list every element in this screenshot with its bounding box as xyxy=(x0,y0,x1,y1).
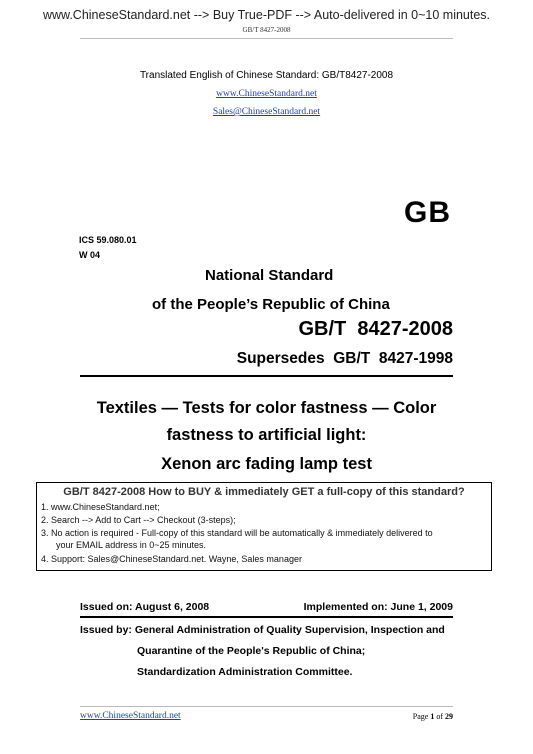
buy-step-3: 3. No action is required - Full-copy of this standard will be automatically & immediately delivered to xyxy=(41,528,433,538)
header-rule xyxy=(80,38,453,39)
supersedes: Supersedes GB/T 8427-1998 xyxy=(236,350,453,367)
page-label: Page xyxy=(412,712,429,721)
implemented-on: Implemented on: June 1, 2009 xyxy=(303,601,453,613)
buy-box-title: GB/T 8427-2008 How to BUY & immediately GET a full-copy of this standard? xyxy=(63,486,465,498)
issued-on: Issued on: August 6, 2008 xyxy=(80,601,210,613)
standard-number: GB/T 8427-2008 xyxy=(298,318,453,340)
issued-by-line-1: Issued by: General Administration of Quality Supervision, Inspection and xyxy=(80,624,445,636)
translated-line: Translated English of Chinese Standard: GB/T8427-2008 xyxy=(139,70,394,81)
buy-step-4: 4. Support: Sales@ChineseStandard.net. Wayne, Sales manager xyxy=(41,554,302,564)
email-link[interactable]: Sales@ChineseStandard.net xyxy=(212,107,321,117)
issued-by-line-2: Quarantine of the People's Republic of China; xyxy=(137,645,366,657)
buy-box xyxy=(36,482,492,571)
dates-rule xyxy=(80,616,453,618)
page-current: 1 xyxy=(430,712,435,721)
title-line-1: Textiles — Tests for color fastness — Color xyxy=(96,399,437,417)
page-indicator xyxy=(413,712,453,721)
national-standard: National Standard xyxy=(205,267,334,284)
of-prc: of the People’s Republic of China xyxy=(152,296,390,313)
buy-step-2: 2. Search --> Add to Cart --> Checkout (3-steps); xyxy=(41,515,236,525)
page-total: 29 xyxy=(445,712,453,721)
top-banner: www.ChineseStandard.net --> Buy True-PDF --> Auto-delivered in 0~10 minutes. xyxy=(42,8,491,22)
issued-by-line-3: Standardization Administration Committee. xyxy=(137,666,353,678)
ics-code: ICS 59.080.01 xyxy=(79,235,137,245)
footer-rule xyxy=(80,706,453,707)
footer-website-link[interactable]: www.ChineseStandard.net xyxy=(80,711,181,721)
buy-step-1[interactable]: 1. www.ChineseStandard.net; xyxy=(41,502,160,512)
page-of: of xyxy=(436,712,443,721)
gb-logo: GB xyxy=(404,196,451,229)
website-link[interactable]: www.ChineseStandard.net xyxy=(216,89,317,99)
title-rule xyxy=(80,375,453,377)
header-doc-code: GB/T 8427-2008 xyxy=(242,26,291,34)
title-line-3: Xenon arc fading lamp test xyxy=(161,455,372,473)
buy-step-3-cont: your EMAIL address in 0~25 minutes. xyxy=(41,540,206,550)
w-code: W 04 xyxy=(79,250,101,260)
title-line-2: fastness to artificial light: xyxy=(166,426,367,444)
